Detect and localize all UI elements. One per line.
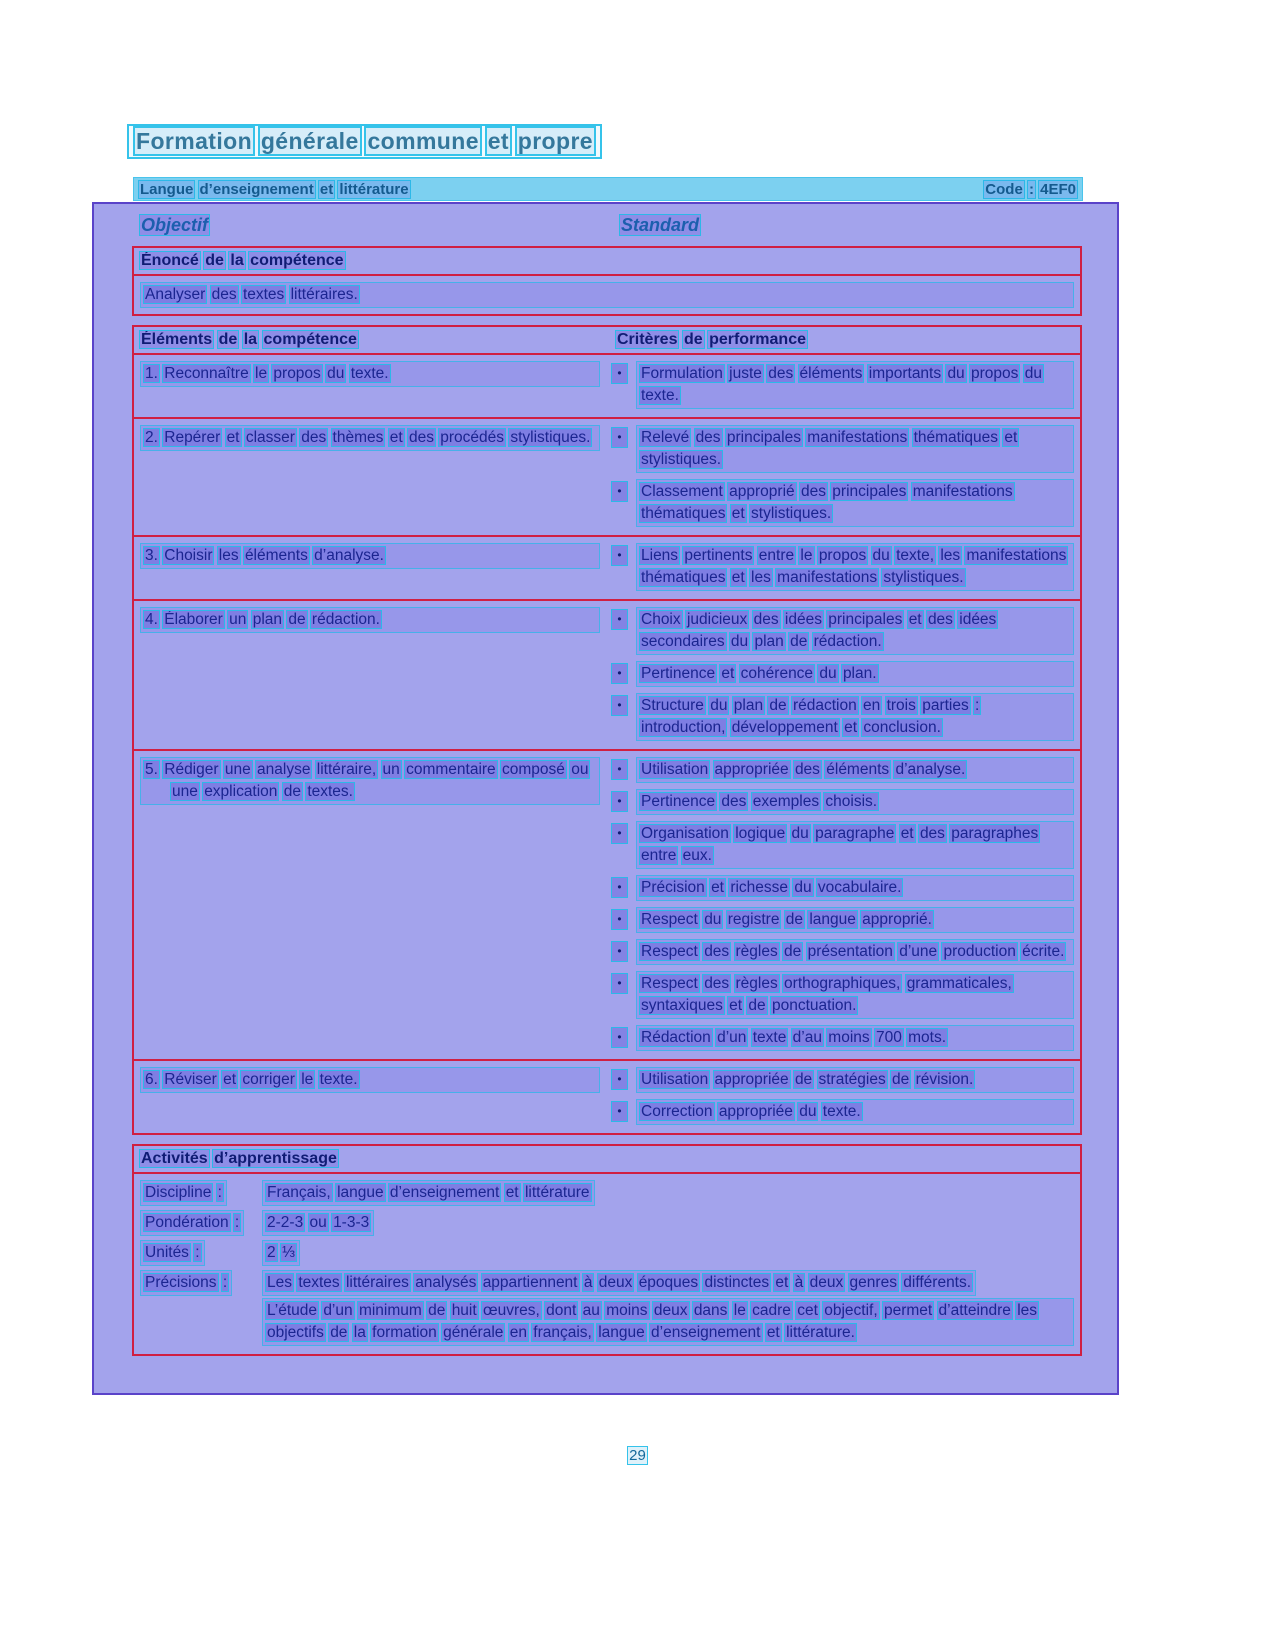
- element-text: 2. Repérer et classer des thèmes et des procédés stylistiques.: [140, 425, 600, 451]
- criteria-item: [610, 479, 1074, 527]
- field-value-line: Les textes littéraires analysés appartiennent à deux époques distinctes et à deux genres différents.: [262, 1270, 976, 1296]
- field-label: Discipline :: [140, 1180, 227, 1206]
- field-value-line: L’étude d’un minimum de huit œuvres, dont au moins deux dans le cadre cet objectif, permet d’atteindre les objectifs de la formation générale en français, langue d’enseignement et littérature.: [262, 1298, 1074, 1346]
- column-header-objectif: Objectif: [141, 215, 209, 235]
- table-row: [134, 1061, 1080, 1133]
- activites-header: Activités d’apprentissage: [141, 1150, 337, 1167]
- activity-row: [140, 1270, 1074, 1348]
- element-cell: [140, 605, 610, 743]
- bullet-icon: •: [612, 974, 627, 993]
- field-value: [262, 1180, 1074, 1208]
- element-cell: [140, 359, 610, 411]
- enonce-header: Énoncé de la compétence: [141, 252, 344, 269]
- document-body: [92, 202, 1119, 1395]
- criteria-text: Utilisation appropriée de stratégies de révision.: [636, 1067, 1074, 1093]
- element-text: 3. Choisir les éléments d’analyse.: [140, 543, 600, 569]
- bullet-icon: •: [612, 546, 627, 565]
- table-row: [134, 601, 1080, 751]
- field-value: [262, 1240, 1074, 1268]
- activity-row: [140, 1180, 1074, 1208]
- element-text: 6. Réviser et corriger le texte.: [140, 1067, 600, 1093]
- field-value-line: 2 ⅓: [262, 1240, 300, 1266]
- criteria-item: [610, 971, 1074, 1019]
- criteria-text: Classement approprié des principales manifestations thématiques et stylistiques.: [636, 479, 1074, 527]
- criteria-text: Structure du plan de rédaction en trois parties : introduction, développement et conclusion.: [636, 693, 1074, 741]
- element-cell: [140, 423, 610, 529]
- criteria-item: [610, 875, 1074, 901]
- criteria-text: Relevé des principales manifestations thématiques et stylistiques.: [636, 425, 1074, 473]
- enonce-heading-row: [134, 248, 1080, 276]
- criteria-cell: [610, 359, 1074, 411]
- criteria-item: [610, 1099, 1074, 1125]
- course-header-bar: [133, 177, 1083, 201]
- criteria-item: [610, 757, 1074, 783]
- element-text: 1. Reconnaître le propos du texte.: [140, 361, 600, 387]
- enonce-section: [132, 246, 1082, 316]
- criteria-text: Respect des règles orthographiques, grammaticales, syntaxiques et de ponctuation.: [636, 971, 1074, 1019]
- table-row: [134, 751, 1080, 1061]
- bullet-icon: •: [612, 1102, 627, 1121]
- field-label: Unités :: [140, 1240, 205, 1266]
- criteria-text: Respect des règles de présentation d’une production écrite.: [636, 939, 1074, 965]
- enonce-text: Analyser des textes littéraires.: [140, 282, 1074, 308]
- criteres-header: Critères de performance: [617, 331, 806, 348]
- element-cell: [140, 541, 610, 593]
- column-headers: [94, 210, 1117, 246]
- element-text: 4. Élaborer un plan de rédaction.: [140, 607, 600, 633]
- enonce-body: [134, 276, 1080, 314]
- competence-table: [132, 325, 1082, 1135]
- field-label: Précisions :: [140, 1270, 232, 1296]
- bullet-icon: •: [612, 824, 627, 843]
- criteria-cell: [610, 541, 1074, 593]
- criteria-item: [610, 543, 1074, 591]
- field-label-cell: [140, 1270, 262, 1348]
- criteria-item: [610, 425, 1074, 473]
- bullet-icon: •: [612, 664, 627, 683]
- field-label: Pondération :: [140, 1210, 244, 1236]
- elements-header-cell: [140, 331, 616, 349]
- criteria-cell: [610, 755, 1074, 1053]
- criteria-text: Rédaction d’un texte d’au moins 700 mots.: [636, 1025, 1074, 1051]
- activites-heading-row: [134, 1146, 1080, 1174]
- criteria-text: Précision et richesse du vocabulaire.: [636, 875, 1074, 901]
- criteria-item: [610, 789, 1074, 815]
- criteria-text: Pertinence des exemples choisis.: [636, 789, 1074, 815]
- bullet-icon: •: [612, 1070, 627, 1089]
- bullet-icon: •: [612, 942, 627, 961]
- criteria-text: Respect du registre de langue approprié.: [636, 907, 1074, 933]
- field-value: [262, 1210, 1074, 1238]
- course-code: Code : 4EF0: [985, 180, 1076, 198]
- field-label-cell: [140, 1210, 262, 1238]
- bullet-icon: •: [612, 910, 627, 929]
- field-value-line: 2-2-3 ou 1-3-3: [262, 1210, 374, 1236]
- criteria-text: Liens pertinents entre le propos du texte, les manifestations thématiques et les manifestations stylistiques.: [636, 543, 1074, 591]
- table-row: [134, 355, 1080, 419]
- criteria-item: [610, 607, 1074, 655]
- criteria-item: [610, 907, 1074, 933]
- table-rows: [134, 355, 1080, 1133]
- activites-body: [134, 1174, 1080, 1354]
- element-cell: [140, 755, 610, 1053]
- criteres-header-cell: [616, 331, 1074, 349]
- element-cell: [140, 1065, 610, 1127]
- field-value-line: Français, langue d’enseignement et littérature: [262, 1180, 595, 1206]
- bullet-icon: •: [612, 878, 627, 897]
- bullet-icon: •: [612, 482, 627, 501]
- criteria-item: [610, 1067, 1074, 1093]
- criteria-text: Organisation logique du paragraphe et des paragraphes entre eux.: [636, 821, 1074, 869]
- elements-header: Éléments de la compétence: [141, 331, 357, 348]
- field-value: [262, 1270, 1074, 1348]
- criteria-item: [610, 1025, 1074, 1051]
- element-text: 5. Rédiger une analyse littéraire, un commentaire composé ou une explication de textes.: [140, 757, 600, 805]
- criteria-text: Choix judicieux des idées principales et des idées secondaires du plan de rédaction.: [636, 607, 1074, 655]
- bullet-icon: •: [612, 1028, 627, 1047]
- criteria-item: [610, 361, 1074, 409]
- criteria-text: Utilisation appropriée des éléments d’analyse.: [636, 757, 1074, 783]
- table-row: [134, 419, 1080, 537]
- criteria-cell: [610, 1065, 1074, 1127]
- bullet-icon: •: [612, 696, 627, 715]
- criteria-cell: [610, 423, 1074, 529]
- table-header-row: [134, 327, 1080, 355]
- criteria-cell: [610, 605, 1074, 743]
- criteria-item: [610, 661, 1074, 687]
- bullet-icon: •: [612, 428, 627, 447]
- criteria-item: [610, 821, 1074, 869]
- criteria-item: [610, 693, 1074, 741]
- criteria-text: Formulation juste des éléments importants du propos du texte.: [636, 361, 1074, 409]
- field-label-cell: [140, 1180, 262, 1208]
- activites-section: [132, 1144, 1082, 1356]
- criteria-text: Pertinence et cohérence du plan.: [636, 661, 1074, 687]
- criteria-item: [610, 939, 1074, 965]
- course-name: Langue d’enseignement et littérature: [140, 180, 409, 198]
- activity-row: [140, 1240, 1074, 1268]
- bullet-icon: •: [612, 760, 627, 779]
- activity-row: [140, 1210, 1074, 1238]
- bullet-icon: •: [612, 792, 627, 811]
- field-label-cell: [140, 1240, 262, 1268]
- page-title: Formation générale commune et propre: [127, 124, 602, 159]
- page-number: 29: [629, 1447, 646, 1464]
- column-header-standard: Standard: [621, 215, 700, 235]
- bullet-icon: •: [612, 364, 627, 383]
- table-row: [134, 537, 1080, 601]
- criteria-text: Correction appropriée du texte.: [636, 1099, 1074, 1125]
- bullet-icon: •: [612, 610, 627, 629]
